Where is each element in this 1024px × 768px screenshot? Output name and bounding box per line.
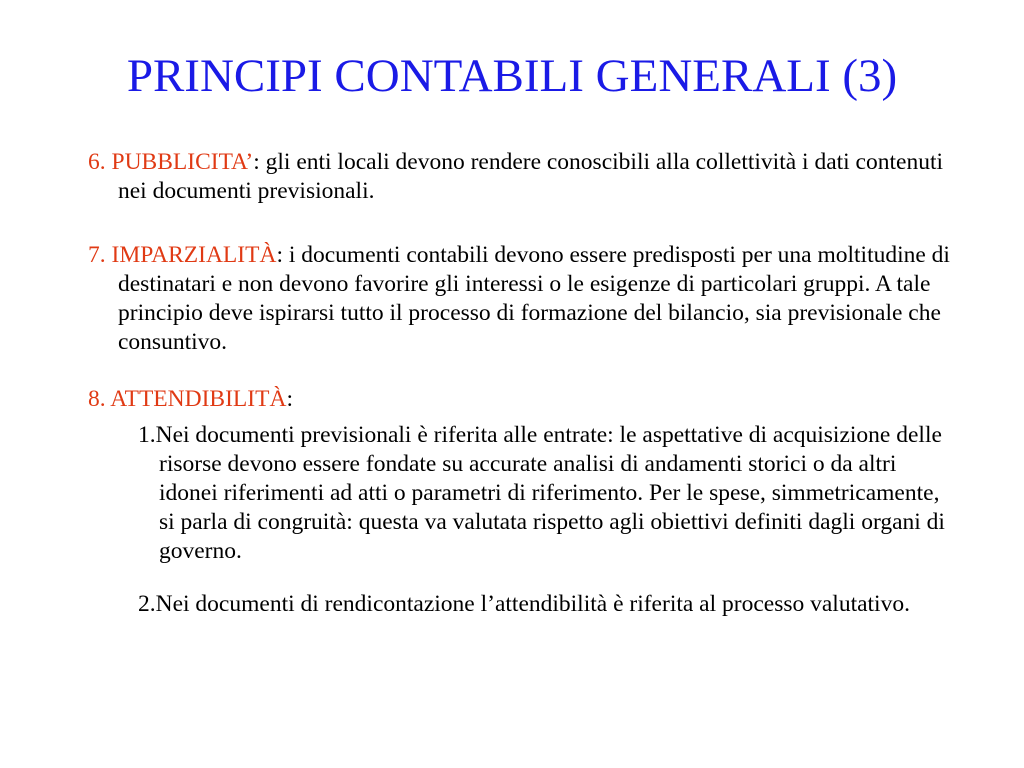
subitem-number: 1. [138, 422, 156, 448]
principle-description: : i documenti contabili devono essere predisposti per una moltitudine di destinatari e non devono favorire gli interessi o le esigenze di particolari gruppi. A tale principio deve ispirarsi tutto il processo di formazione del bilancio, sia previsionale che consuntivo. [118, 242, 950, 355]
principle-attendibilita [88, 385, 938, 414]
principle-number: 8. [88, 386, 111, 412]
principle-number: 6. [88, 149, 112, 175]
principle-pubblicita [88, 148, 968, 206]
subitem-text: Nei documenti previsionali è riferita alle entrate: le aspettative di acquisizione delle risorse devono essere fondate su accurate analisi di andamenti storici o da altri idonei riferimenti ad atti o parametri di riferimento. Per le spese, simmetricamente, si parla di congruità: questa va valutata rispetto agli obiettivi definiti dagli organi di governo. [155, 422, 945, 564]
subitem-number: 2. [138, 591, 156, 617]
principle-imparzialita [88, 241, 968, 357]
principle-keyword: ATTENDIBILITÀ [110, 386, 287, 412]
principle-keyword: IMPARZIALITÀ [111, 242, 277, 268]
principle-keyword: PUBBLICITA’ [111, 149, 254, 175]
slide-title: PRINCIPI CONTABILI GENERALI (3) [126, 50, 898, 102]
principle-description: : gli enti locali devono rendere conoscibili alla collettività i dati contenuti nei documenti previsionali. [118, 149, 944, 204]
attendibilita-subitem-previsionali [138, 421, 959, 566]
principle-number: 7. [88, 242, 112, 268]
subitem-text: Nei documenti di rendicontazione l’attendibilità è riferita al processo valutativo. [155, 591, 910, 617]
principle-description: : [286, 386, 293, 412]
attendibilita-subitem-rendicontazione [138, 590, 959, 619]
